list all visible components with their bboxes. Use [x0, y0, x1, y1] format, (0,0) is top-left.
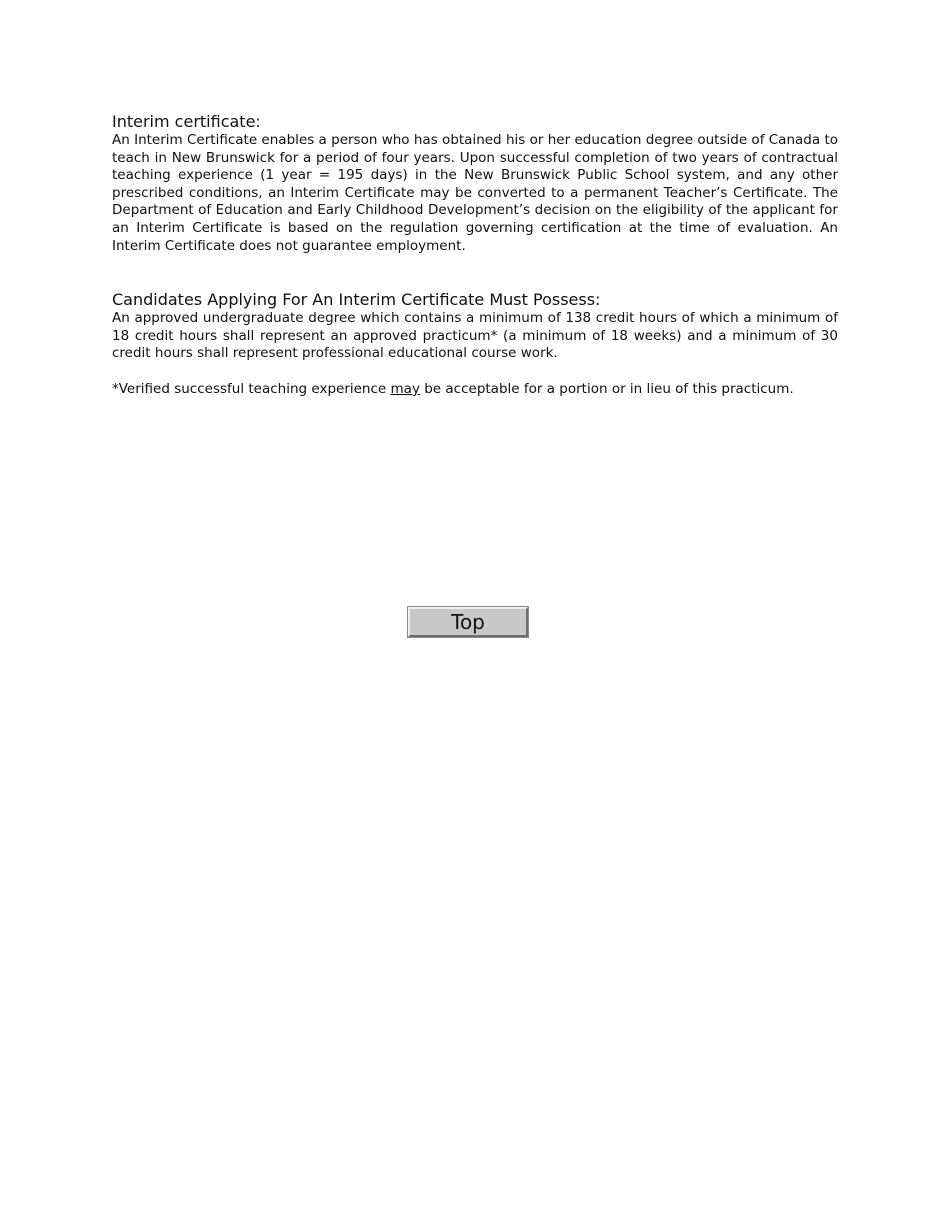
practicum-note: [112, 381, 838, 399]
practicum-note-emphasis: may: [390, 380, 420, 397]
back-to-top-button[interactable]: Top: [408, 607, 528, 637]
interim-certificate-section: [112, 112, 838, 255]
practicum-note-prefix: *Verified successful teaching experience: [112, 380, 391, 397]
requirements-heading: Candidates Applying For An Interim Certificate Must Possess:: [112, 290, 601, 310]
interim-certificate-description: An Interim Certificate enables a person who has obtained his or her education degree outside of Canada to teach in New Brunswick for a period of four years. Upon successful completion of two years of contractual teaching experience (1 year = 195 days) in the New Brunswick Public School system, and any other prescribed conditions, an Interim Certificate may be converted to a permanent Teacher’s Certificate. The Department of Education and Early Childhood Development’s decision on the eligibility of the applicant for an Interim Certificate is based on the regulation governing certification at the time of evaluation. An Interim Certificate does not guarantee employment.: [112, 132, 838, 254]
interim-certificate-heading: Interim certificate:: [112, 112, 261, 131]
requirements-section: [112, 290, 838, 398]
practicum-note-suffix: be acceptable for a portion or in lieu of this practicum.: [419, 380, 794, 397]
document-content: [112, 112, 838, 412]
requirements-description: An approved undergraduate degree which contains a minimum of 138 credit hours of which a minimum of 18 credit hours shall represent an approved practicum* (a minimum of 18 weeks) and a minimum of 30 credit hours shall represent professional educational course work.: [112, 310, 838, 362]
